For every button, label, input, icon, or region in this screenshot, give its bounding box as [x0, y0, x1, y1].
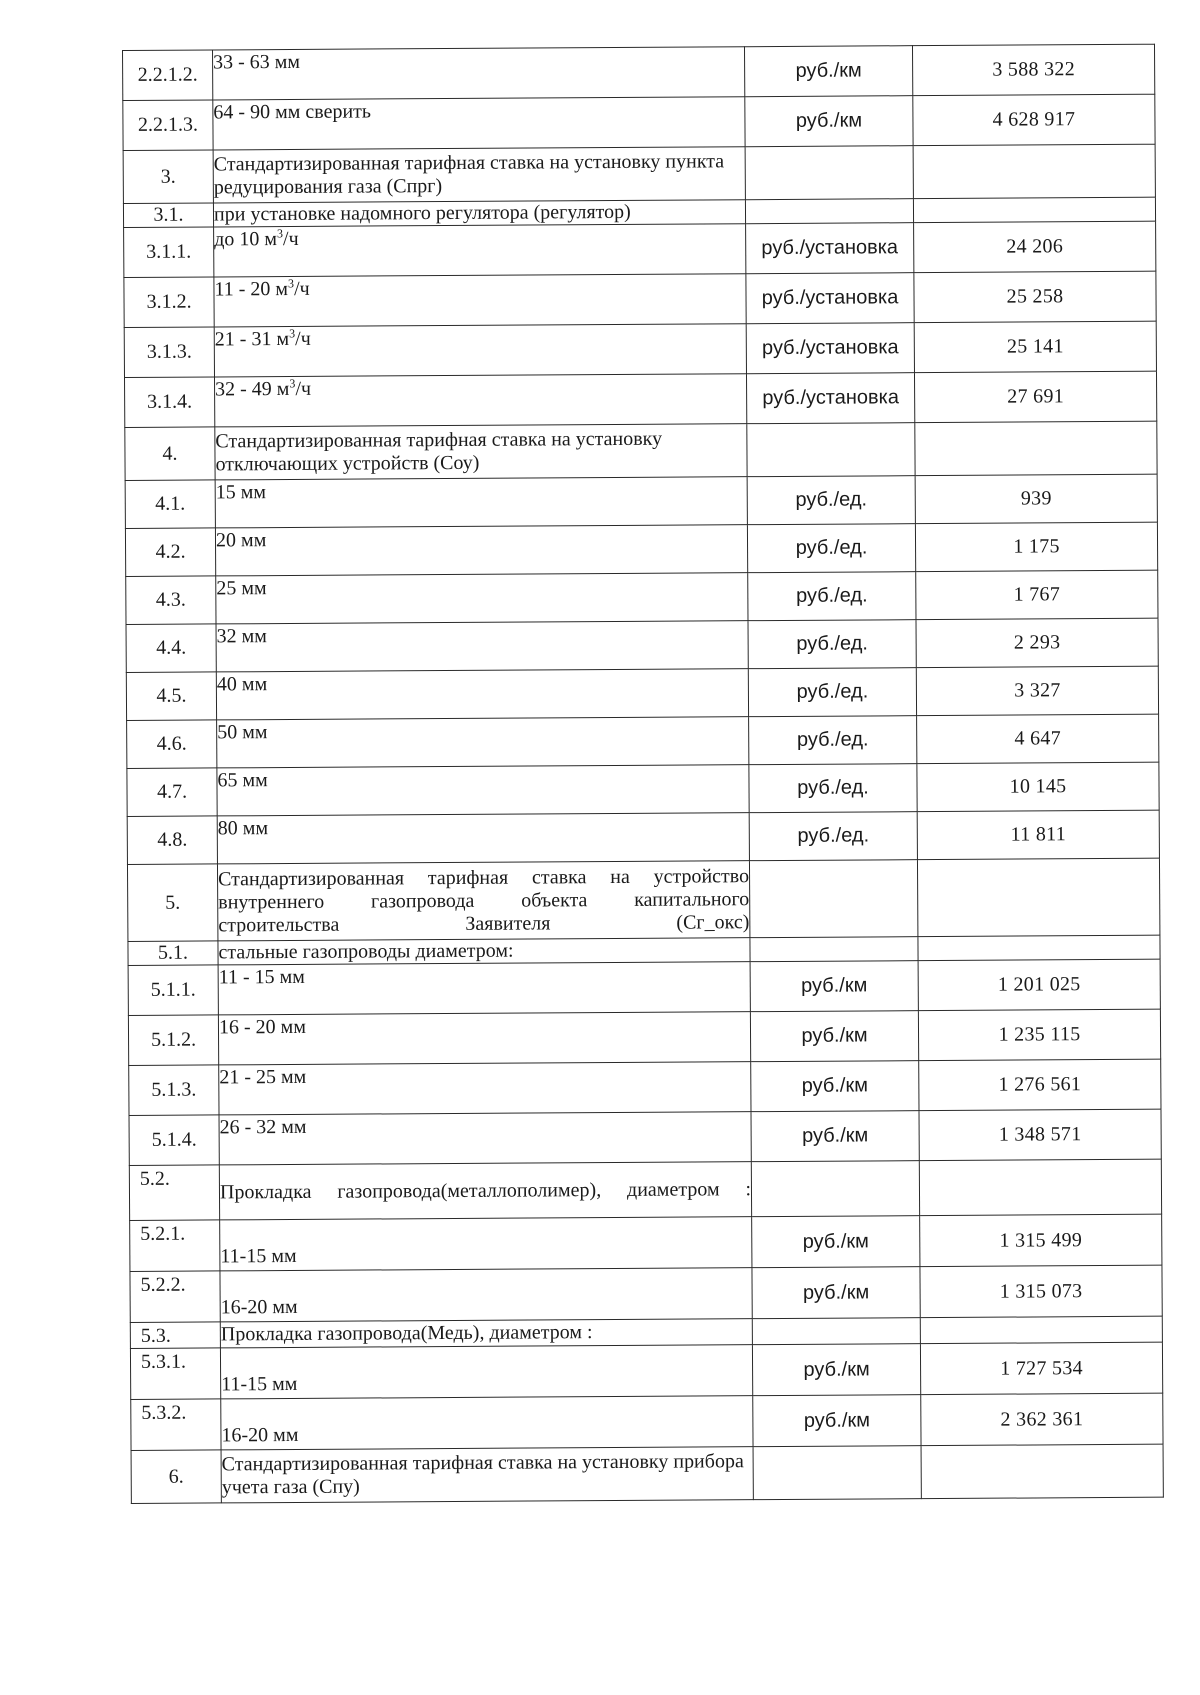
- table-row: [123, 44, 1155, 100]
- row-name: 80 мм: [217, 813, 749, 864]
- table-row: [125, 474, 1157, 528]
- row-value: [919, 1159, 1161, 1215]
- row-unit: [745, 146, 913, 200]
- table-row: [131, 1393, 1163, 1450]
- table-row-section: [131, 1444, 1163, 1503]
- row-name: 11-15 мм: [220, 1345, 752, 1399]
- row-name: 50 мм: [217, 717, 749, 768]
- row-name: 33 - 63 мм: [213, 47, 745, 100]
- table-row: [130, 1265, 1162, 1322]
- row-number: 3.1.1.: [124, 227, 214, 278]
- row-unit: руб./ед.: [748, 668, 916, 717]
- row-unit: руб./км: [750, 961, 918, 1012]
- row-value: [917, 858, 1159, 936]
- row-value: [913, 144, 1155, 198]
- row-value: 1 315 073: [920, 1265, 1162, 1317]
- row-number: 5.3.2.: [131, 1399, 221, 1451]
- row-unit: руб./км: [751, 1061, 919, 1112]
- row-value: 3 588 322: [912, 44, 1154, 95]
- row-value: [918, 935, 1160, 960]
- row-number: 5.1.1.: [128, 965, 218, 1016]
- row-name: 26 - 32 мм: [219, 1112, 751, 1165]
- row-number: 2.2.1.2.: [123, 50, 213, 101]
- row-name: Прокладка газопровода(Медь), диаметром :: [220, 1319, 752, 1348]
- row-value: 939: [915, 474, 1157, 523]
- row-unit: руб./ед.: [749, 812, 917, 861]
- row-number: 4.: [125, 427, 215, 481]
- row-unit: руб./ед.: [749, 764, 917, 813]
- row-number: 5.1.: [128, 941, 218, 966]
- row-value: [913, 197, 1155, 222]
- row-name: 11 - 20 $м^3/ч$: [214, 274, 746, 327]
- tariff-table: [122, 44, 1164, 1504]
- row-number: 6.: [131, 1450, 221, 1504]
- row-unit: руб./км: [745, 96, 913, 147]
- row-number: 5.3.: [130, 1322, 220, 1349]
- row-number: 5.1.4.: [129, 1115, 219, 1166]
- row-number: 4.5.: [126, 672, 216, 721]
- table-row: [128, 959, 1160, 1015]
- table-row: [129, 1109, 1161, 1165]
- row-unit: [751, 1161, 919, 1217]
- row-unit: руб./ед.: [747, 476, 915, 525]
- row-value: 1 235 115: [918, 1009, 1160, 1060]
- row-number: 5.2.2.: [130, 1271, 220, 1323]
- table-row-subsection: [129, 1159, 1161, 1220]
- row-number: 3.: [123, 150, 213, 204]
- row-number: 4.8.: [127, 816, 217, 865]
- row-name: Стандартизированная тарифная ставка на устройство внутреннего газопровода объекта капитального строительства Заявителя (Сг_окс): [217, 861, 749, 941]
- row-value: 25 258: [914, 271, 1156, 322]
- row-number: 4.2.: [125, 528, 215, 577]
- row-unit: руб./ед.: [748, 620, 916, 669]
- table-row: [126, 570, 1158, 624]
- row-unit: [750, 937, 918, 962]
- row-number: 4.6.: [127, 720, 217, 769]
- row-name: 25 мм: [216, 573, 748, 624]
- row-unit: [752, 1318, 920, 1345]
- row-name: 21 - 25 мм: [219, 1062, 751, 1115]
- table-row: [124, 271, 1156, 327]
- row-unit: руб./км: [753, 1395, 921, 1447]
- row-unit: руб./км: [744, 46, 912, 97]
- row-name: 32 мм: [216, 621, 748, 672]
- row-number: 3.1.: [123, 203, 213, 228]
- row-name: 20 мм: [215, 525, 747, 576]
- row-unit: руб./км: [751, 1111, 919, 1162]
- row-value: 2 362 361: [921, 1393, 1163, 1445]
- row-number: 4.7.: [127, 768, 217, 817]
- row-unit: руб./км: [752, 1267, 920, 1319]
- row-unit: руб./установка: [746, 223, 914, 274]
- table-row: [127, 714, 1159, 768]
- row-unit: [747, 423, 915, 477]
- row-value: 4 647: [917, 714, 1159, 763]
- row-unit: [753, 1446, 921, 1500]
- row-name: 40 мм: [216, 669, 748, 720]
- row-value: 2 293: [916, 618, 1158, 667]
- row-name: Прокладка газопровода(металлополимер), диаметром :: [219, 1162, 751, 1220]
- row-number: 5.1.3.: [129, 1065, 219, 1116]
- row-name: Стандартизированная тарифная ставка на установку отключающих устройств (Соу): [215, 424, 747, 480]
- row-number: 3.1.3.: [124, 327, 214, 378]
- row-value: 1 348 571: [919, 1109, 1161, 1160]
- row-value: 24 206: [914, 221, 1156, 272]
- row-name: 15 мм: [215, 477, 747, 528]
- row-name: 11-15 мм: [220, 1217, 752, 1271]
- row-unit: руб./км: [752, 1216, 920, 1268]
- table-row-section: [127, 858, 1159, 941]
- table-row: [125, 522, 1157, 576]
- row-number: 2.2.1.3.: [123, 100, 213, 151]
- row-name: до 10 $м^3/ч$: [214, 224, 746, 277]
- row-unit: руб./км: [750, 1011, 918, 1062]
- table-row-section: [123, 144, 1155, 203]
- row-number: 5.1.2.: [128, 1015, 218, 1066]
- row-number: 5.2.: [129, 1165, 219, 1221]
- row-name: Стандартизированная тарифная ставка на установку прибора учета газа (Спу): [221, 1447, 753, 1503]
- row-value: [921, 1444, 1163, 1498]
- table-row: [123, 94, 1155, 150]
- row-unit: руб./установка: [746, 323, 914, 374]
- row-name: Стандартизированная тарифная ставка на установку пункта редуцирования газа (Спрг): [213, 147, 745, 203]
- row-value: 11 811: [917, 810, 1159, 859]
- row-value: 10 145: [917, 762, 1159, 811]
- row-unit: руб./установка: [746, 373, 914, 424]
- table-row: [126, 666, 1158, 720]
- row-value: [915, 421, 1157, 475]
- row-name: 32 - 49 $м^3/ч$: [214, 374, 746, 427]
- row-value: 1 767: [916, 570, 1158, 619]
- row-unit: руб./км: [752, 1344, 920, 1396]
- row-value: 3 327: [916, 666, 1158, 715]
- table-row: [129, 1059, 1161, 1115]
- row-unit: руб./ед.: [747, 524, 915, 573]
- row-value: [920, 1316, 1162, 1343]
- row-unit: руб./ед.: [749, 716, 917, 765]
- row-value: 1 315 499: [920, 1214, 1162, 1266]
- row-unit: [749, 860, 917, 938]
- row-number: 4.4.: [126, 624, 216, 673]
- row-value: 1 276 561: [919, 1059, 1161, 1110]
- row-name: 11 - 15 мм: [218, 962, 750, 1015]
- row-name: 65 мм: [217, 765, 749, 816]
- row-name: стальные газопроводы диаметром:: [218, 938, 750, 965]
- table-row: [130, 1214, 1162, 1271]
- row-value: 25 141: [914, 321, 1156, 372]
- table-row: [124, 221, 1156, 277]
- row-unit: [745, 199, 913, 224]
- row-number: 3.1.4.: [125, 377, 215, 428]
- row-number: 5.: [127, 864, 217, 942]
- row-number: 5.3.1.: [130, 1348, 220, 1400]
- row-number: 4.1.: [125, 480, 215, 529]
- table-row: [126, 618, 1158, 672]
- row-unit: руб./установка: [746, 273, 914, 324]
- table-row: [127, 810, 1159, 864]
- table-row: [130, 1342, 1162, 1399]
- row-name: 21 - 31 $м^3/ч$: [214, 324, 746, 377]
- row-value: 27 691: [914, 371, 1156, 422]
- row-value: 1 727 534: [920, 1342, 1162, 1394]
- row-number: 3.1.2.: [124, 277, 214, 328]
- table-row: [124, 321, 1156, 377]
- row-name: 16-20 мм: [220, 1268, 752, 1322]
- table-row: [127, 762, 1159, 816]
- row-number: 4.3.: [126, 576, 216, 625]
- row-unit: руб./ед.: [748, 572, 916, 621]
- table-row-section: [125, 421, 1157, 480]
- row-value: 1 201 025: [918, 959, 1160, 1010]
- row-value: 1 175: [915, 522, 1157, 571]
- table-row: [125, 371, 1157, 427]
- row-name: 16 - 20 мм: [218, 1012, 750, 1065]
- row-value: 4 628 917: [913, 94, 1155, 145]
- row-name: при установке надомного регулятора (регулятор): [213, 200, 745, 227]
- row-name: 16-20 мм: [221, 1396, 753, 1450]
- row-number: 5.2.1.: [130, 1220, 220, 1272]
- row-name: 64 - 90 мм сверить: [213, 97, 745, 150]
- table-row: [128, 1009, 1160, 1065]
